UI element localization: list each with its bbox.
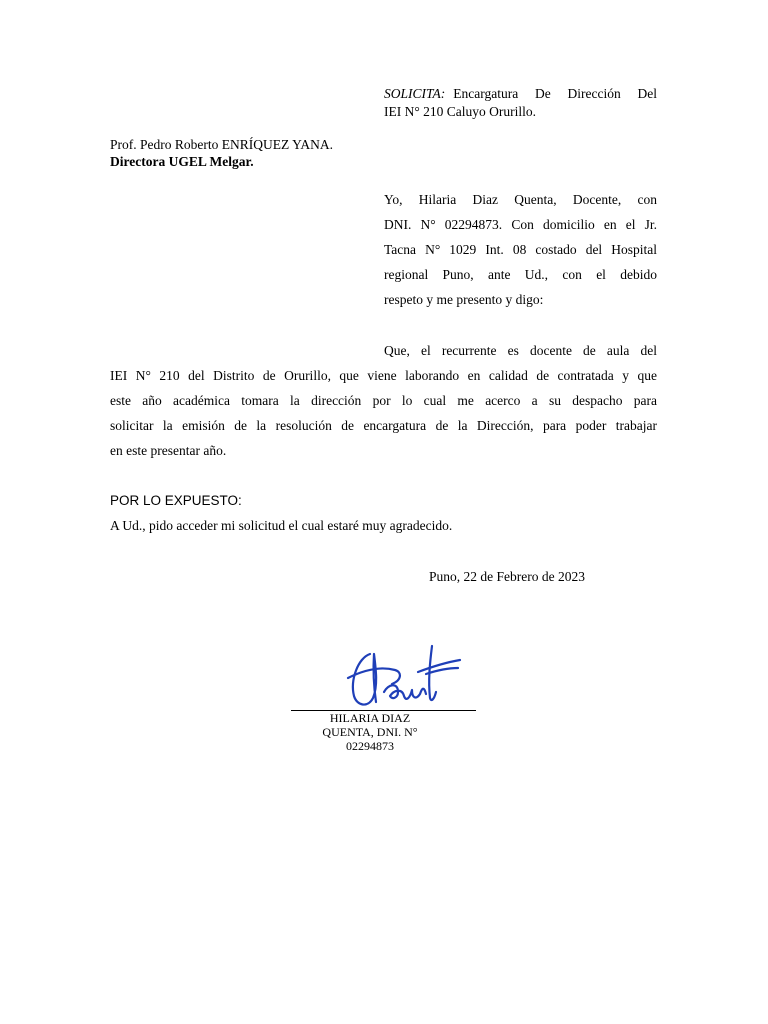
subject-label: SOLICITA:: [384, 86, 446, 101]
closing-request: A Ud., pido acceder mi solicitud el cual estaré muy agradecido.: [110, 518, 453, 533]
body-line-1: IEI N° 210 del Distrito de Orurillo, que viene laborando en calidad de contratada y que: [110, 368, 657, 383]
place-date: Puno, 22 de Febrero de 2023: [429, 569, 585, 584]
intro-line-5: respeto y me presento y digo:: [384, 292, 544, 307]
signer-name-line-2: QUENTA, DNI. N°: [322, 725, 418, 739]
recipient-title: Directora UGEL Melgar.: [110, 154, 254, 169]
recipient-name: Prof. Pedro Roberto ENRÍQUEZ YANA.: [110, 137, 333, 152]
body-line-3: solicitar la emisión de la resolución de encargatura de la Dirección, para poder trabajar: [110, 418, 657, 433]
body-line-4: en este presentar año.: [110, 443, 227, 458]
intro-line-4: regional Puno, ante Ud., con el debido: [384, 267, 657, 282]
subject-text-line-2: IEI N° 210 Caluyo Orurillo.: [384, 104, 537, 119]
intro-line-3: Tacna N° 1029 Int. 08 costado del Hospital: [384, 242, 657, 257]
signer-name-line-1: HILARIA DIAZ: [329, 711, 411, 725]
intro-line-2: DNI. N° 02294873. Con domicilio en el Jr.: [384, 217, 657, 232]
closing-heading: POR LO EXPUESTO:: [110, 493, 242, 508]
subject-line-1: [384, 84, 657, 103]
subject-text-line-1: Encargatura De Dirección Del: [453, 86, 657, 101]
body-line-2: este año académica tomara la dirección por lo cual me acerco a su despacho para: [110, 393, 657, 408]
intro-line-1: Yo, Hilaria Diaz Quenta, Docente, con: [384, 192, 657, 207]
body-first-line: Que, el recurrente es docente de aula del: [384, 343, 657, 358]
signer-dni: 02294873: [346, 739, 394, 753]
handwritten-signature: [340, 640, 490, 720]
